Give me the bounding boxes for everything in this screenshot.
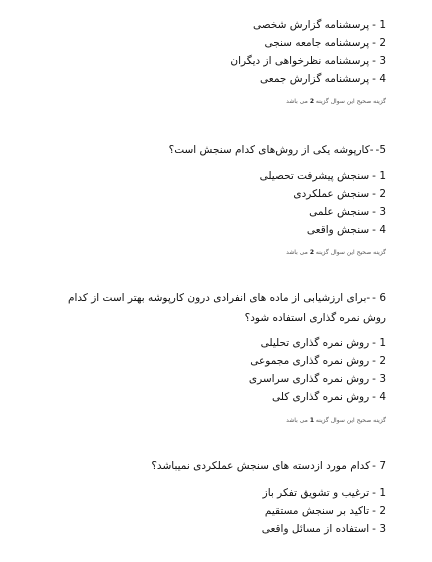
answer-suffix: می باشد: [286, 249, 308, 256]
option-text: پرسشنامه گزارش شخصی: [252, 19, 370, 31]
options-list: [230, 16, 386, 88]
option-number: 2 -: [372, 37, 386, 49]
option-number: 3 -: [372, 373, 386, 385]
option-item: [260, 221, 386, 239]
option-text: تاکید بر سنجش مستقیم: [264, 505, 370, 517]
option-text: روش نمره گذاری تحلیلی: [260, 337, 370, 349]
option-number: 1 -: [372, 337, 386, 349]
option-item: [230, 70, 386, 88]
answer-number: 2: [309, 98, 314, 105]
option-number: 4 -: [372, 73, 386, 85]
option-number: 2 -: [372, 188, 386, 200]
answer-label: گزینه صحیح این سوال گزینه: [315, 98, 386, 105]
option-text: سنجش عملکردی: [293, 188, 370, 200]
option-text: سنجش واقعی: [306, 224, 370, 236]
answer-note: [286, 249, 386, 256]
option-number: 4 -: [372, 224, 386, 236]
options-list: [249, 334, 386, 406]
question-number: 5-: [375, 144, 386, 156]
answer-number: 1: [309, 417, 314, 424]
option-text: سنجش علمی: [309, 206, 370, 218]
option-number: 3 -: [372, 55, 386, 67]
option-text: استفاده از مسائل واقعی: [261, 523, 370, 535]
answer-suffix: می باشد: [286, 98, 308, 105]
option-item: [262, 502, 386, 520]
option-number: 2 -: [372, 505, 386, 517]
option-text: روش نمره گذاری مجموعی: [250, 355, 370, 367]
option-item: [249, 334, 386, 352]
answer-number: 2: [309, 249, 314, 256]
option-item: [230, 52, 386, 70]
option-text: سنجش پیشرفت تحصیلی: [259, 170, 370, 182]
question-7: [46, 456, 386, 476]
question-number: 6 -: [372, 292, 386, 304]
option-number: 3 -: [372, 523, 386, 535]
question-number: 7 -: [372, 460, 386, 472]
option-text: پرسشنامه جامعه سنجی: [264, 37, 370, 49]
options-list: [260, 167, 386, 239]
option-item: [249, 370, 386, 388]
answer-label: گزینه صحیح این سوال گزینه: [315, 249, 386, 256]
option-text: ترغیب و تشویق تفکر باز: [262, 487, 370, 499]
option-item: [262, 520, 386, 538]
question-text: -برای ارزشیابی از ماده های انفرادی درون کارپوشه بهتر است از کدام روش نمره گذاری استفاده شود؟: [67, 292, 386, 324]
option-number: 1 -: [372, 170, 386, 182]
option-text: پرسشنامه نظرخواهی از دیگران: [230, 55, 370, 67]
option-text: روش نمره گذاری سراسری: [248, 373, 370, 385]
option-item: [230, 16, 386, 34]
option-number: 1 -: [372, 487, 386, 499]
answer-suffix: می باشد: [286, 417, 308, 424]
answer-note: [286, 98, 386, 105]
option-item: [230, 34, 386, 52]
option-item: [249, 388, 386, 406]
option-item: [260, 203, 386, 221]
option-number: 1 -: [372, 19, 386, 31]
answer-label: گزینه صحیح این سوال گزینه: [315, 417, 386, 424]
option-number: 2 -: [372, 355, 386, 367]
option-item: [262, 484, 386, 502]
option-item: [249, 352, 386, 370]
options-list: [262, 484, 386, 538]
option-text: روش نمره گذاری کلی: [271, 391, 370, 403]
question-5: [46, 140, 386, 160]
question-6: [46, 288, 386, 328]
option-text: پرسشنامه گزارش جمعی: [260, 73, 370, 85]
option-item: [260, 167, 386, 185]
option-item: [260, 185, 386, 203]
answer-note: [286, 417, 386, 424]
question-text: کدام مورد ازدسته های سنجش عملکردی نمیباشد؟: [151, 460, 371, 472]
question-text: -کارپوشه یکی از روش‌های کدام سنجش است؟: [168, 144, 374, 156]
option-number: 4 -: [372, 391, 386, 403]
option-number: 3 -: [372, 206, 386, 218]
